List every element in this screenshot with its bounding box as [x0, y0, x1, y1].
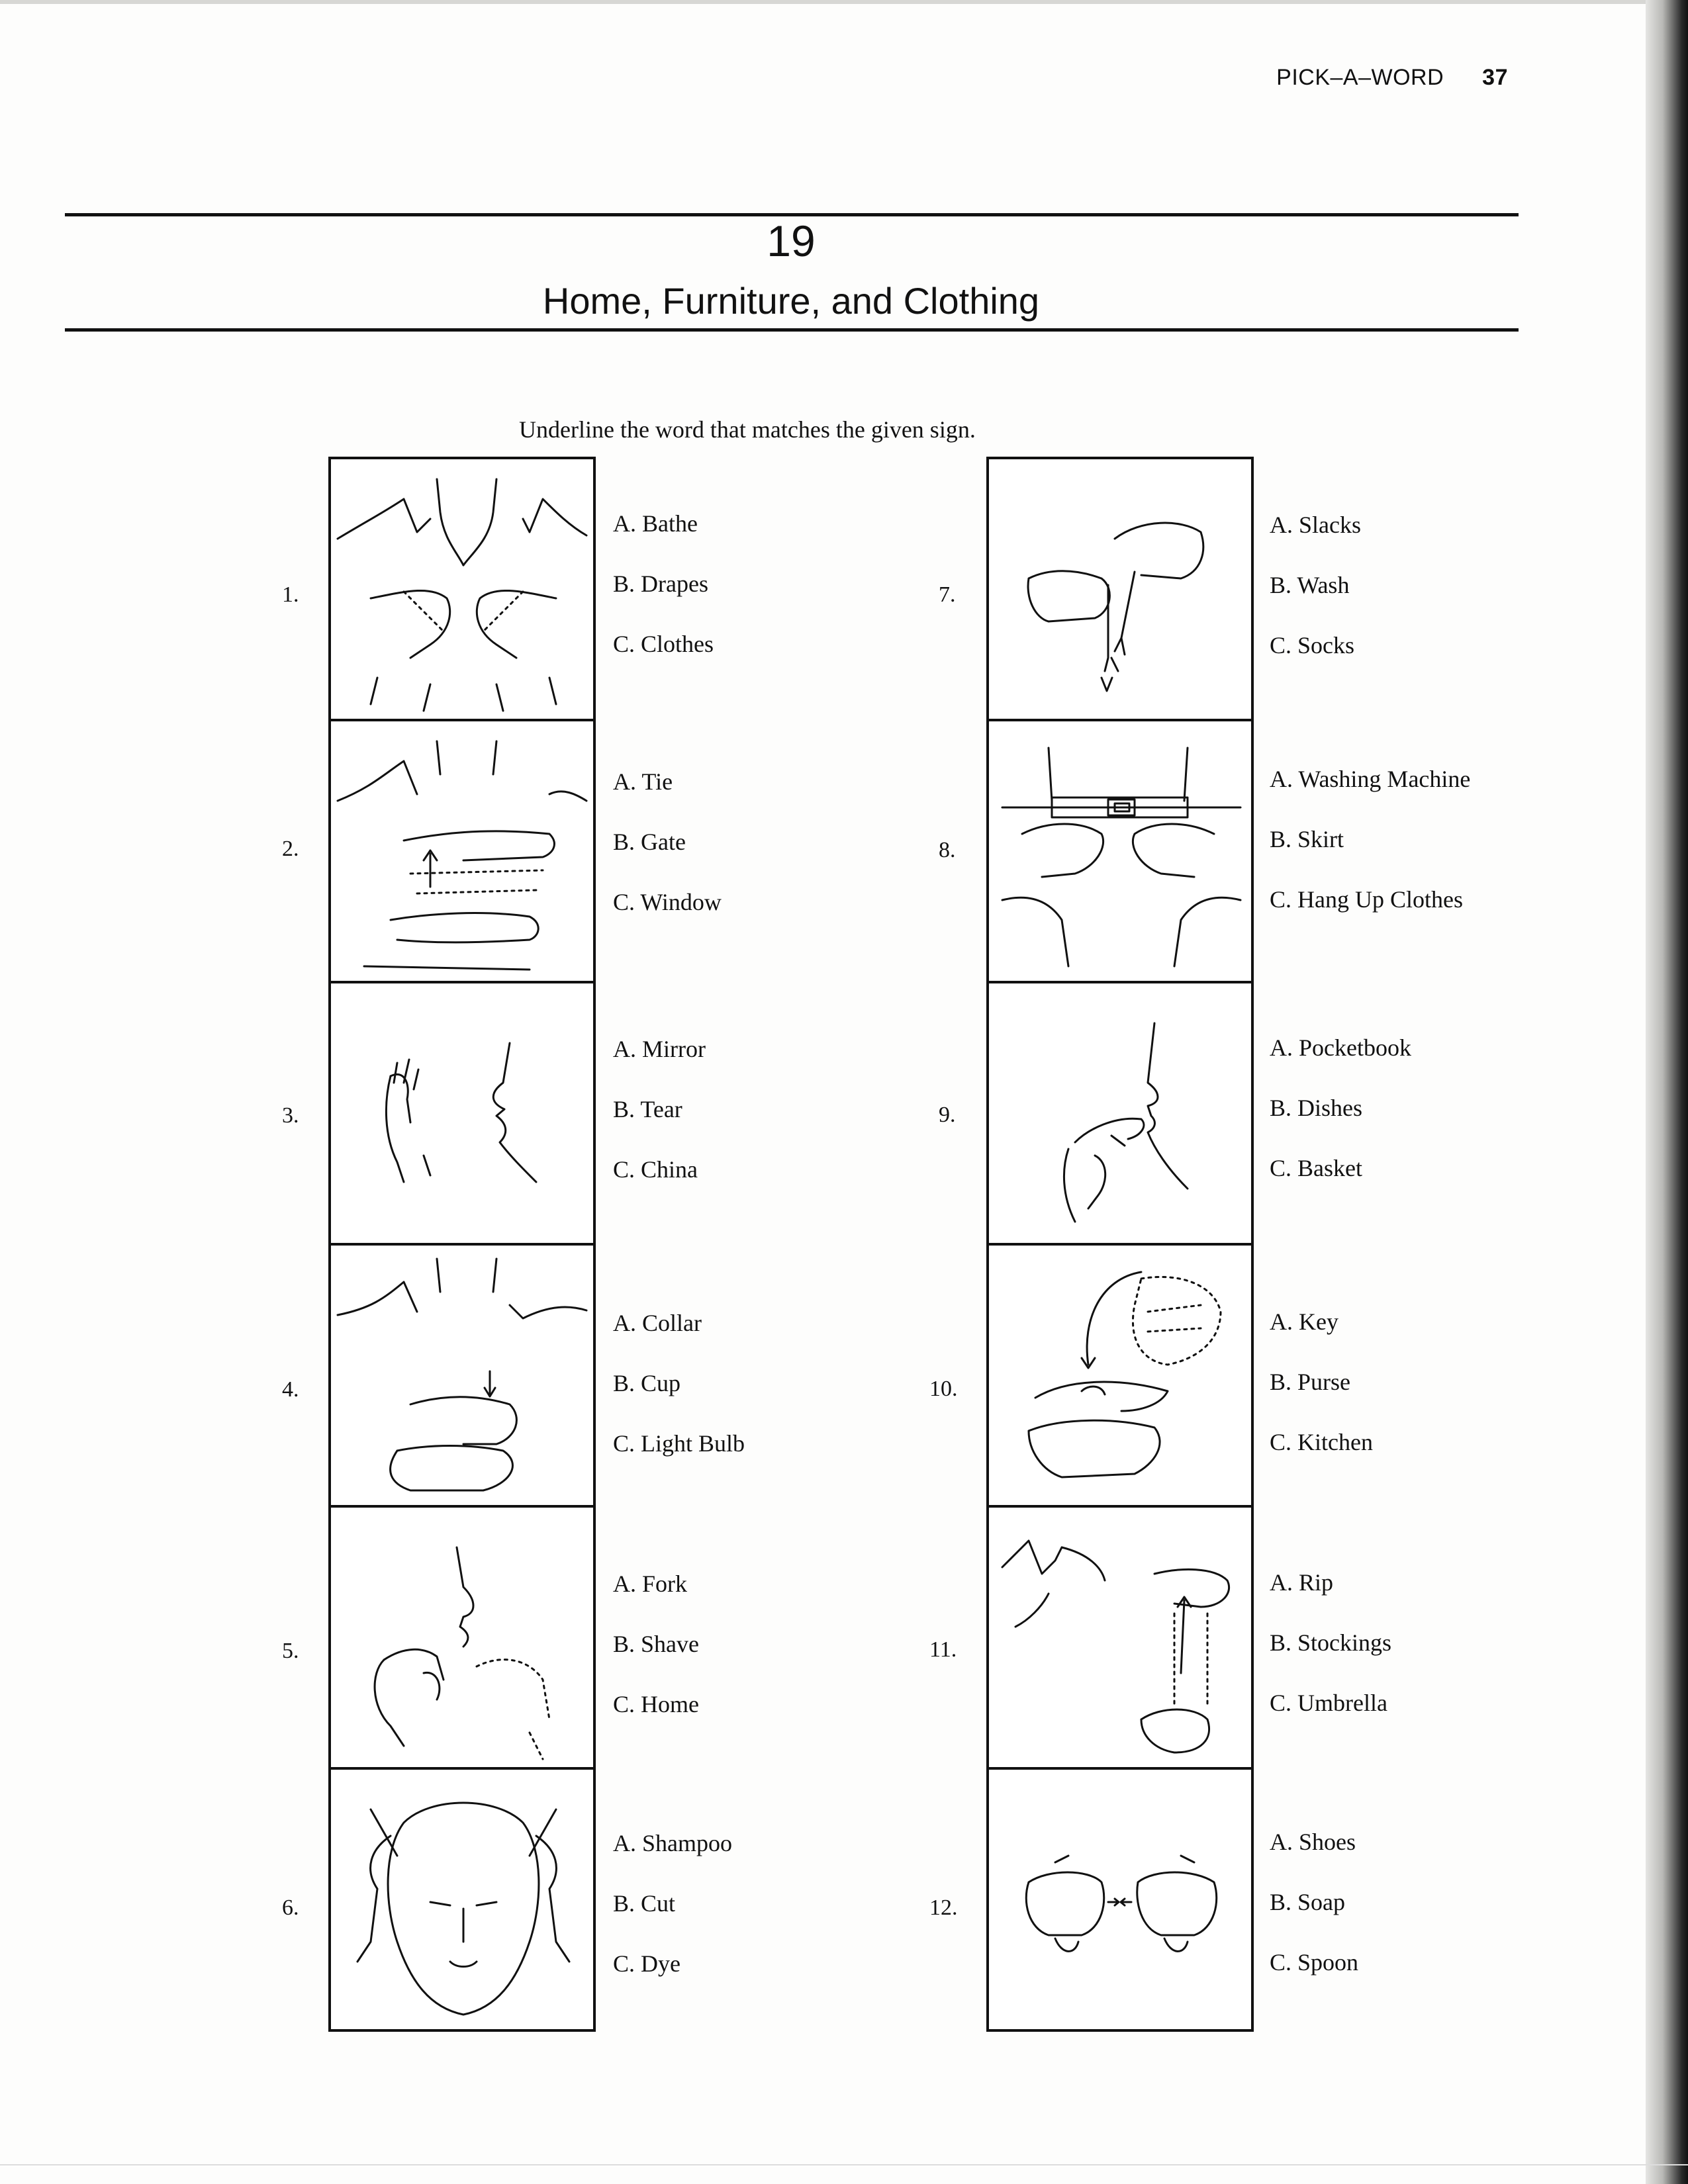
option-c[interactable]: C. Light Bulb [613, 1430, 745, 1457]
option-c[interactable]: C. Spoon [1270, 1949, 1359, 1976]
item-number: 10. [929, 1377, 958, 1401]
option-b[interactable]: B. Dishes [1270, 1095, 1363, 1121]
item-number: 1. [282, 582, 299, 607]
option-c[interactable]: C. Dye [613, 1950, 680, 1977]
title-rule-bottom [65, 328, 1519, 332]
option-c[interactable]: C. Basket [1270, 1155, 1362, 1181]
answer-options [613, 1570, 699, 1751]
instruction-text: Underline the word that matches the given sign. [519, 416, 976, 443]
sign-image-box [986, 1243, 1254, 1508]
option-b[interactable]: B. Shave [613, 1631, 699, 1657]
sign-dishes-illustration [989, 983, 1251, 1243]
option-b[interactable]: B. Cut [613, 1890, 676, 1917]
answer-options [1270, 1308, 1373, 1488]
answer-options [613, 768, 722, 948]
option-b[interactable]: B. Cup [613, 1370, 681, 1396]
sign-shampoo-illustration [331, 1770, 593, 2029]
option-a[interactable]: A. Rip [1270, 1569, 1334, 1596]
sign-socks-illustration [989, 459, 1251, 719]
sign-image-box [986, 1505, 1254, 1770]
sign-key-illustration [989, 1246, 1251, 1505]
item-number: 11. [929, 1637, 957, 1662]
item-number: 5. [282, 1639, 299, 1663]
answer-options [1270, 1828, 1358, 2009]
sign-image-box [328, 1243, 596, 1508]
book-binding-edge [1646, 0, 1688, 2184]
item-number: 8. [939, 838, 956, 862]
answer-options [613, 1309, 745, 1490]
sign-shoes-illustration [989, 1770, 1251, 2029]
scan-top-edge [0, 0, 1688, 4]
sign-image-box [328, 981, 596, 1246]
sign-image-box [986, 981, 1254, 1246]
item-number: 9. [939, 1103, 956, 1127]
sign-clothes-illustration [331, 459, 593, 719]
scan-bottom-line [0, 2164, 1688, 2165]
answer-options [613, 510, 714, 690]
option-a[interactable]: A. Slacks [1270, 512, 1361, 538]
option-c[interactable]: C. Home [613, 1691, 699, 1717]
page-number: 37 [1482, 65, 1508, 90]
answer-options [1270, 765, 1470, 946]
item-number: 3. [282, 1103, 299, 1128]
sign-cup-illustration [331, 1246, 593, 1505]
item-number: 12. [929, 1895, 958, 1920]
option-b[interactable]: B. Wash [1270, 572, 1350, 598]
option-c[interactable]: C. Kitchen [1270, 1429, 1373, 1455]
option-b[interactable]: B. Stockings [1270, 1629, 1392, 1656]
sign-shave-illustration [331, 1508, 593, 1767]
option-a[interactable]: A. Shoes [1270, 1829, 1356, 1855]
sign-image-box [328, 1767, 596, 2032]
answer-options [613, 1035, 706, 1216]
option-a[interactable]: A. Tie [613, 768, 673, 795]
sign-image-box [328, 719, 596, 983]
item-number: 6. [282, 1895, 299, 1920]
option-c[interactable]: C. China [613, 1156, 698, 1183]
answer-options [1270, 1034, 1411, 1214]
sign-image-box [986, 719, 1254, 983]
chapter-number: 19 [767, 216, 816, 265]
item-number: 7. [939, 582, 956, 607]
running-head-label: PICK–A–WORD [1276, 65, 1444, 90]
option-a[interactable]: A. Shampoo [613, 1830, 732, 1856]
sign-skirt-illustration [989, 721, 1251, 981]
option-b[interactable]: B. Tear [613, 1096, 682, 1122]
sign-image-box [986, 1767, 1254, 2032]
option-a[interactable]: A. Collar [613, 1310, 702, 1336]
sign-mirror-illustration [331, 983, 593, 1243]
option-b[interactable]: B. Skirt [1270, 826, 1344, 852]
item-number: 4. [282, 1377, 299, 1402]
option-a[interactable]: A. Pocketbook [1270, 1034, 1411, 1061]
option-b[interactable]: B. Gate [613, 829, 686, 855]
option-a[interactable]: A. Bathe [613, 510, 698, 537]
sign-image-box [328, 1505, 596, 1770]
item-number: 2. [282, 837, 299, 861]
option-c[interactable]: C. Umbrella [1270, 1690, 1387, 1716]
option-a[interactable]: A. Key [1270, 1308, 1338, 1335]
answer-options [613, 1829, 732, 2010]
sign-umbrella-illustration [989, 1508, 1251, 1767]
answer-options [1270, 511, 1361, 692]
option-a[interactable]: A. Mirror [613, 1036, 706, 1062]
sign-window-illustration [331, 721, 593, 981]
chapter-title: Home, Furniture, and Clothing [542, 280, 1040, 322]
option-c[interactable]: C. Window [613, 889, 722, 915]
option-a[interactable]: A. Washing Machine [1270, 766, 1471, 792]
answer-options [1270, 1569, 1391, 1749]
option-c[interactable]: C. Hang Up Clothes [1270, 886, 1463, 913]
option-b[interactable]: B. Purse [1270, 1369, 1351, 1395]
option-c[interactable]: C. Socks [1270, 632, 1355, 659]
option-b[interactable]: B. Soap [1270, 1889, 1346, 1915]
sign-image-box [986, 457, 1254, 721]
option-a[interactable]: A. Fork [613, 1570, 688, 1597]
running-head [1276, 65, 1508, 91]
sign-image-box [328, 457, 596, 721]
option-b[interactable]: B. Drapes [613, 570, 708, 597]
option-c[interactable]: C. Clothes [613, 631, 714, 657]
